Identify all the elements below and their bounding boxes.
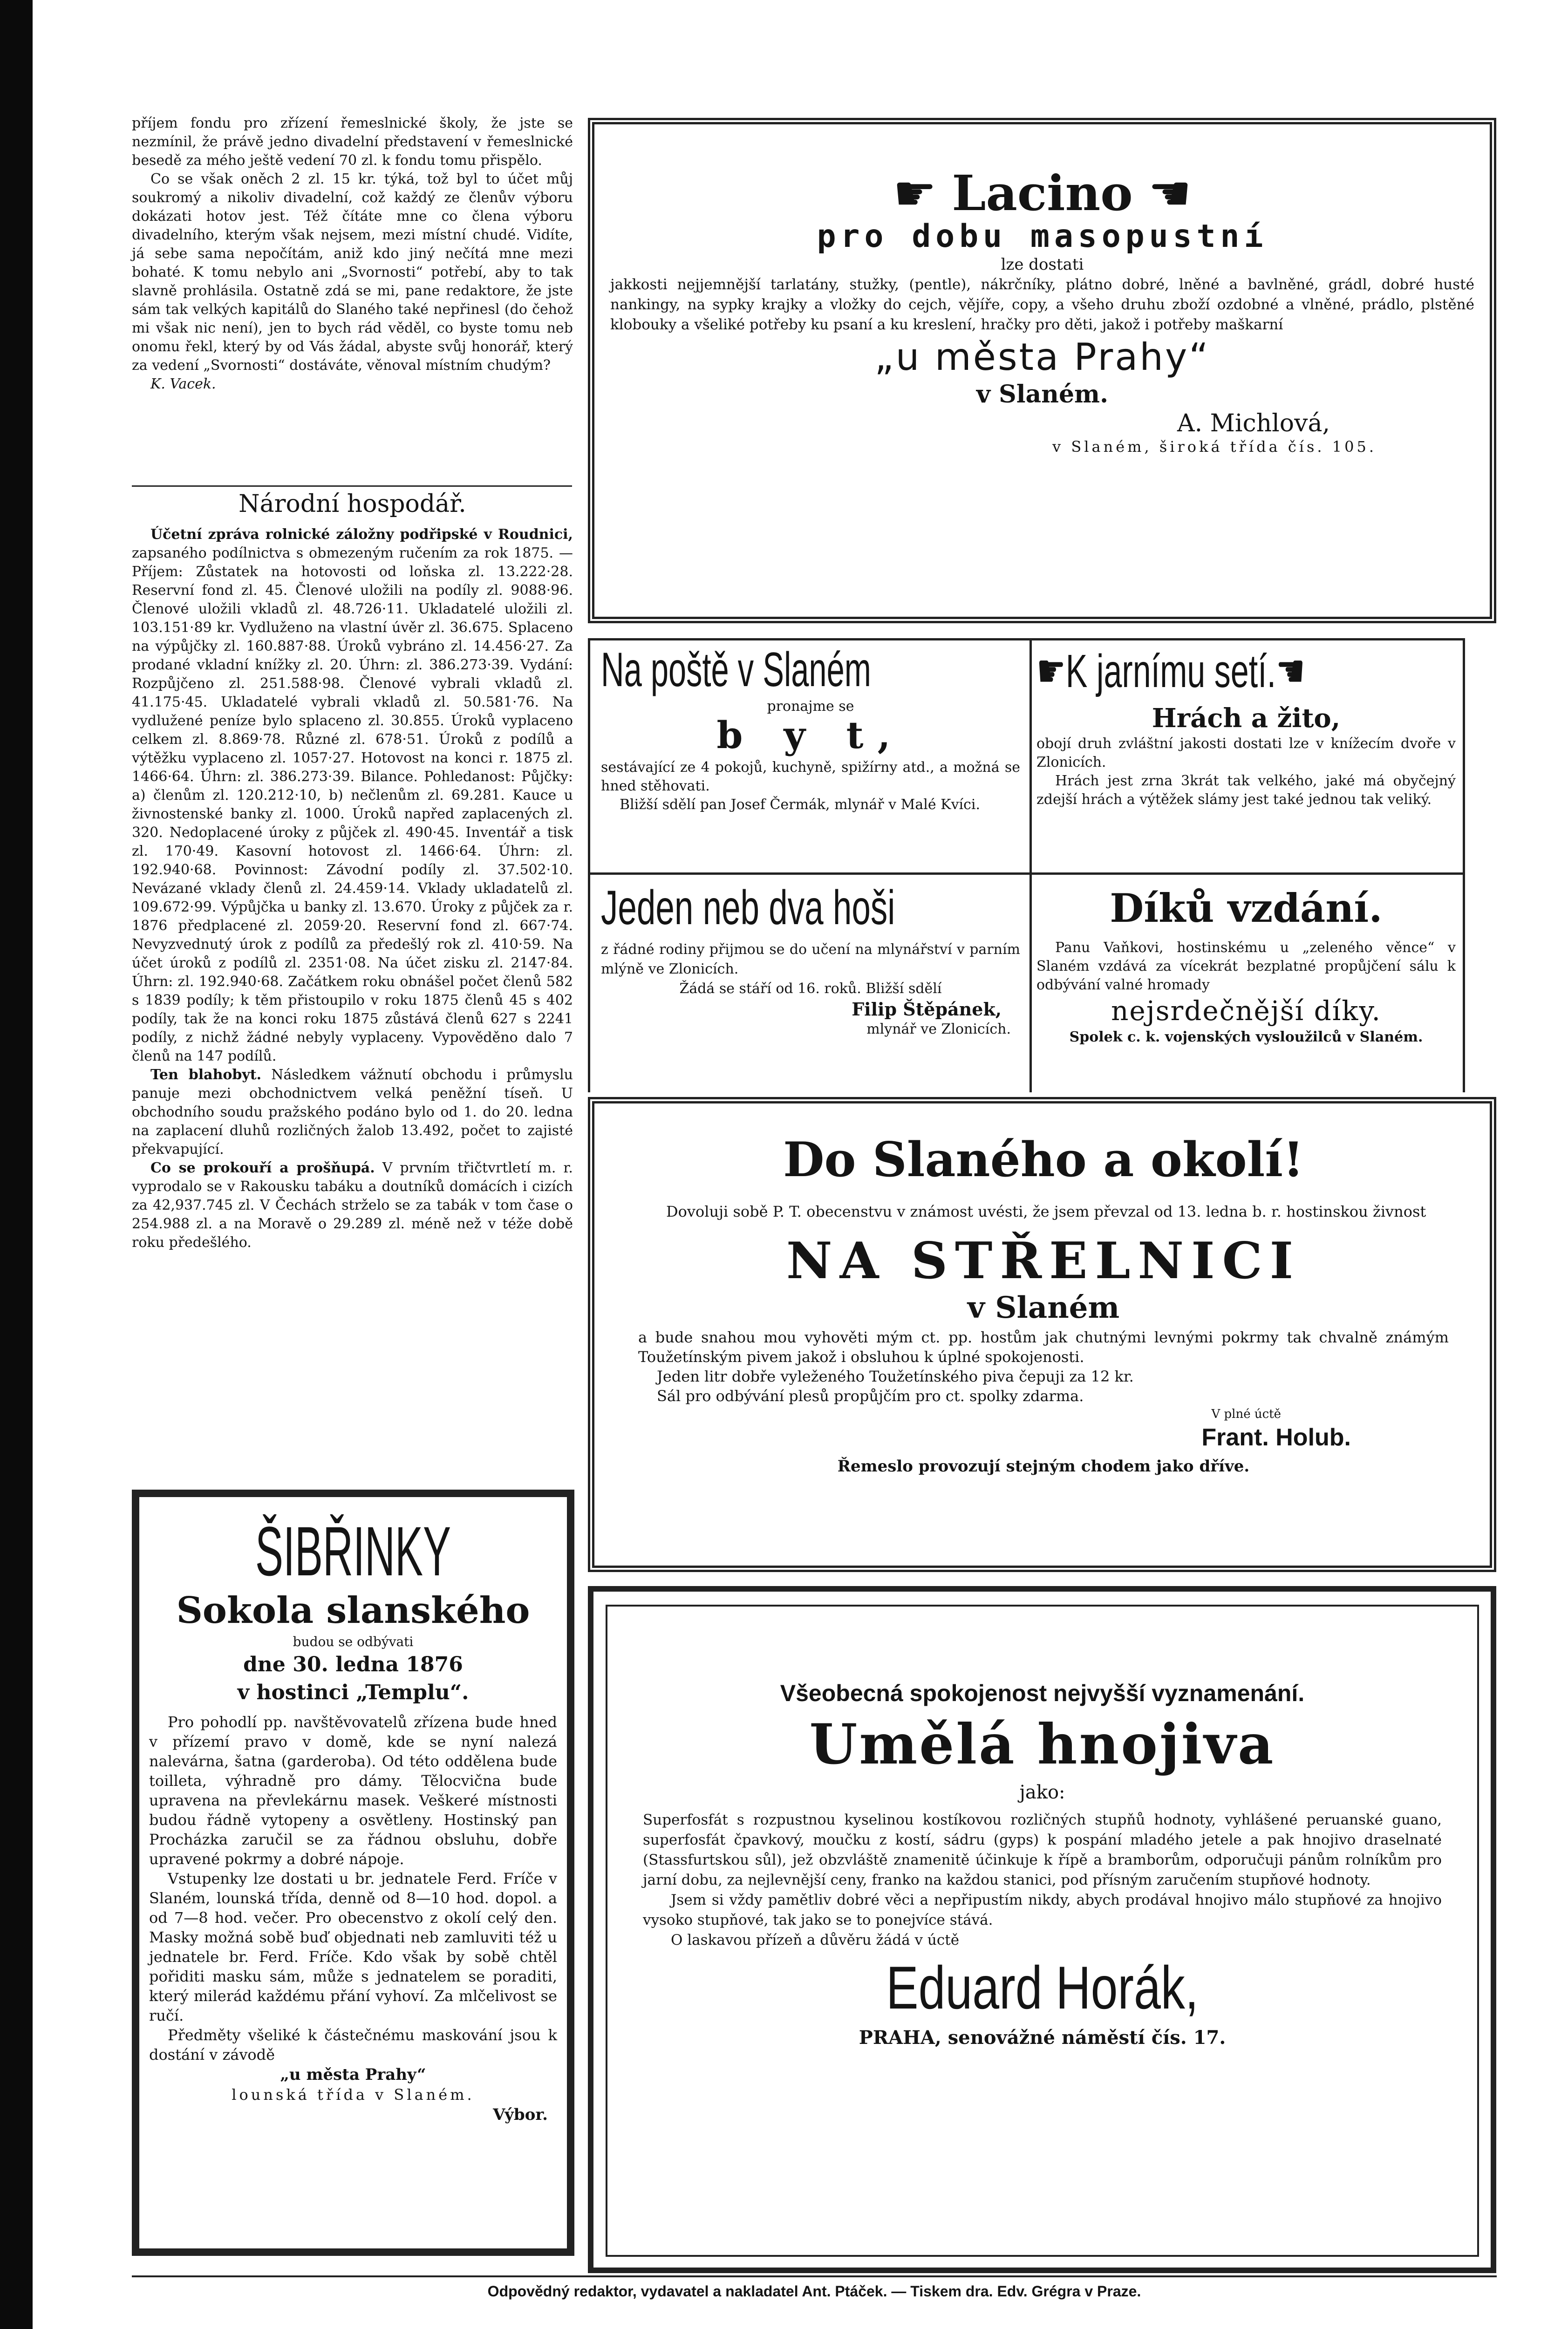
ad-sibrinky-subtitle: Sokola slanského — [176, 1589, 530, 1632]
footer-rule — [132, 2275, 1497, 2277]
ad-seti-title: K jarnímu setí. — [1065, 645, 1276, 697]
ad-sibrinky-line: budou se odbývati — [293, 1634, 414, 1649]
ad-hnojiva — [620, 1677, 1465, 2051]
ad-strelnice-title: Do Slaného a okolí! — [783, 1132, 1304, 1188]
divider-right — [1463, 638, 1465, 1092]
ad-hosi-signature-2: mlynář ve Zlonicích. — [866, 1021, 1011, 1037]
hand-pointer-icon: ☛ — [1036, 645, 1066, 697]
ad-sibrinky-date: dne 30. ledna 1876 — [243, 1653, 463, 1676]
hand-pointer-right-icon: ☚ — [1148, 165, 1192, 222]
economy-text — [132, 525, 573, 1252]
ad-hnojiva-address: PRAHA, senovážné náměstí čís. 17. — [859, 2027, 1226, 2049]
news-lead-1: Ten blahobyt. — [150, 1067, 262, 1083]
ad-hnojiva-p3: O laskavou přízeň a důvěru žádá v úctě — [671, 1932, 960, 1948]
ad-posta-line: pronajme se — [767, 698, 854, 715]
ad-posta-title: Na poště v Slaném — [601, 643, 871, 697]
ad-hnojiva-p1: Superfosfát s rozpustnou kyselinou kostíkovou rozličných stupňů hodnoty, vyhlášené peruanské guano, superfosfát čpavkový, moučku z kostí, sádru (gyps) k pospání mladého jetele a pak hnojivo draselnaté (Stassfurtskou sůl), jež obzvláště znamenitě účinkuje k řípě a bramborům, odporučuji pánům rolníkům pro jarní dobu, za nejlevnější ceny, franko na každou stanici, pod přísným zaručením stupňové hodnoty. — [643, 1811, 1442, 1888]
ad-seti-sub: Hrách a žito, — [1152, 703, 1341, 734]
ad-hosi-title: Jeden neb dva hoši — [601, 881, 895, 935]
ad-lacino-signature: A. Michlová, — [1177, 409, 1330, 437]
ad-lacino — [606, 164, 1479, 456]
ad-strelnice-p4: Sál pro odbývání plesů propůjčím pro ct. spolky zdarma. — [657, 1387, 1084, 1405]
ad-sibrinky-street: lounská třída v Slaném. — [232, 2086, 475, 2104]
letter-signature: K. Vacek. — [150, 376, 216, 392]
ad-diku-big: nejsrdečnější díky. — [1111, 995, 1381, 1027]
ad-strelnice-big: NA STŘELNICI — [786, 1232, 1301, 1290]
ad-lacino-line: lze dostati — [1001, 255, 1084, 274]
ad-sibrinky-shop: „u města Prahy“ — [280, 2065, 426, 2084]
ad-hosi-signature: Filip Štěpánek, — [852, 999, 1002, 1020]
divider-mid-right — [1029, 872, 1464, 875]
ad-seti — [1036, 645, 1456, 809]
ad-strelnice-p2: a bude snahou mou vyhověti mým ct. pp. hostům jak chutnými levnými pokrmy tak chvalně známým Toužetínským pivem jakož i obsluhou k úplné spokojenosti. — [638, 1328, 1449, 1366]
ad-sibrinky-p2: Vstupenky lze dostati u br. jednatele Ferd. Fríče v Slaném, lounská třída, denně od 8—10 hod. dopol. a od 7—8 hod. večer. Pro obecenstvo z okolí celý den. Masky možná sobě buď objednati neb zamluviti též u jednatele br. Ferd. Fríče. Kdo však by sobě chtěl pořiditi masku sám, může s jednatelem se poraditi, který milerád každému přání vyhoví. Za mlčelivost se ručí. — [149, 1870, 557, 2024]
report-body: zapsaného podílnictva s obmezeným ručením za rok 1875. — Příjem: Zůstatek na hotovosti od loňska zl. 13.222·28. Reservní fond zl. 45. Členové uložili na podíly zl. 9088·96. Členové uložili vkladů zl. 48.726·11. Ukladatelé uložili zl. 103.151·89 kr. Vydluženo na vlastní úvěr zl. 36.675. Splaceno na výpůjčky zl. 160.887·88. Úroků vybráno zl. 14.456·27. Za prodané vkladní knížky zl. 20. Úhrn: zl. 386.273·39. Vydání: Rozpůjčeno zl. 251.588·98. Členové vybrali vkladů zl. 41.175·45. Ukladatelé vybrali vkladů zl. 50.581·76. Na vydlužené peníze bylo splaceno zl. 30.855. Úroků vyplaceno celkem zl. 8.869·78. Různé zl. 678·51. Úroků z podílů a výtěžku vyplaceno zl. 1057·27. Hotovost na konci r. 1875 zl. 1466·64. Úhrn: zl. 386.273·39. Bilance. Pohledanost: Půjčky: a) členům zl. 120.212·10, b) nečlenům zl. 69.281. Kauce u živnostenské banky zl. 1000. Úroků napřed zaplacených zl. 320. Nedoplacené úroky z půjček zl. 490·45. Inventář a tisk zl. 170·49. Kasovní hotovost zl. 1466·64. Úhrn: zl. 192.940·68. Povinnost: Závodní podíly zl. 37.502·10. Nevázané vklady členů zl. 24.459·14. Vklady ukladatelů zl. 109.672·99. Výpůjčka u banky zl. 13.670. Úroky z půjček za r. 1876 předplacené zl. 2059·20. Reservní fond zl. 667·74. Nevyzvednutý úrok z podílů za předešlý rok zl. 410·59. Na účet úroků z podílů zl. 2351·08. Na účet zisku zl. 2147·84. Úhrn: zl. 192.940·68. Začátkem roku obnášel počet členů 582 s 1839 podíly; k těm přistoupilo v roku 1875 členů 45 s 402 podíly, tak že na konci roku 1875 zůstává členů 627 s 2241 podíly, z nichž žádné nebyly vyplaceny. Vypověděno dalo 7 členů na 147 podílů. — [132, 545, 573, 1064]
ad-sibrinky-title: ŠIBŘINKY — [255, 1512, 451, 1590]
report-lead: Účetní zpráva rolnické záložny podřipské v Roudnici, — [150, 526, 573, 543]
ad-lacino-address: v Slaném, široká třída čís. 105. — [1052, 438, 1377, 456]
divider-left — [588, 638, 590, 1092]
divider-top — [588, 638, 1464, 640]
ad-sibrinky-venue: v hostinci „Templu“. — [237, 1681, 469, 1704]
ad-posta — [601, 643, 1020, 814]
ad-hosi-line: Žádá se stáří od 16. roků. Bližší sdělí — [679, 981, 942, 997]
ad-lacino-body: jakkosti nejjemnější tarlatány, stužky, (pentle), nákrčníky, plátno dobré, lněné a bavlněné, grádl, dobré husté nankingy, na sypky krajky a vložky do cejch, vějíře, copy, a všeho druhu zboží ozdobné a vlněné, prádlo, plstěné klobouky a všeliké potřeby ku psaní a ku kreslení, hračky pro děti, jakož i potřeby maškarní — [610, 276, 1474, 333]
ad-strelnice-place: v Slaném — [967, 1290, 1120, 1325]
ad-hnojiva-signature: Eduard Horák, — [886, 1954, 1199, 2022]
ad-hosi-body: z řádné rodiny přijmou se do učení na mlynářství v parním mlýně ve Zlonicích. — [601, 941, 1020, 977]
news-body-1: Následkem vážnutí obchodu i průmyslu panuje mezi obchodnictvem velká peněžní tíseň. U obchodního soudu pražského podáno bylo od 1. do 20. ledna na zaplacení dluhů rozličných žalob 13.492, počet to zajisté překvapující. — [132, 1067, 573, 1158]
letter-paragraph-2: Co se však oněch 2 zl. 15 kr. týká, tož byl to účet můj soukromý a nikoliv divadelní, což každý ze členův výboru dokázati hotov jest. Též čítáte mne co člena výboru divadelního, kterým však nejsem, mezi místní chudé. Vidíte, já sebe sama nepočítám, aniž kdo jiný nečítá mne mezi bohaté. K tomu nebylo ani „Svornosti“ potřebí, aby to tak slavně prohlásila. Ostatně zdá se mi, pane redaktore, že jste sám tak velkých kapitálů do Slaného také nepřinesl (do čehož mi však nic není), jen to bych rád věděl, co byste tomu neb onomu řekl, který by od Vás žádal, abyste svůj honorář, který za vedení „Svornosti“ dostáváte, věnoval místním chudým? — [132, 171, 573, 374]
ad-hnojiva-jako: jako: — [1019, 1782, 1065, 1803]
news-lead-2: Co se prokouří a prošňupá. — [150, 1160, 375, 1176]
ad-diku-body: Panu Vaňkovi, hostinskému u „zeleného věnce“ v Slaném vzdává za vícekrát bezplatné propůjčení sálu k odbývání valné hromady — [1036, 940, 1456, 993]
ad-lacino-shop: „u města Prahy“ — [874, 335, 1210, 379]
ad-strelnice-p1: Dovoluji sobě P. T. obecenstvu v známost uvésti, že jsem převzal od 13. ledna b. r. hostinskou živnost — [666, 1203, 1426, 1220]
section-divider — [132, 485, 572, 487]
ad-seti-title-row — [1036, 645, 1456, 697]
ad-seti-body-1: obojí druh zvláštní jakosti dostati lze v knížecím dvoře v Zlonicích. — [1036, 735, 1456, 770]
ad-diku-signature: Spolek c. k. vojenských vysloužilců v Slaném. — [1069, 1029, 1423, 1045]
ad-seti-body-2: Hrách jest zrna 3krát tak velkého, jaké má obyčejný zdejší hrách a výtěžek slámy jest také jednou tak veliký. — [1036, 773, 1456, 808]
scan-edge-shadow — [0, 0, 33, 2329]
letter-text — [132, 114, 573, 394]
section-heading: Národní hospodář. — [239, 490, 466, 518]
ad-strelnice-foot: Řemeslo provozují stejným chodem jako dříve. — [837, 1457, 1250, 1476]
ad-lacino-place: v Slaném. — [976, 380, 1109, 409]
ad-hnojiva-top: Všeobecná spokojenost nejvyšší vyznamenání. — [780, 1680, 1305, 1706]
ad-hnojiva-title: Umělá hnojiva — [809, 1712, 1275, 1777]
hand-pointer-icon-2: ☚ — [1276, 645, 1305, 697]
letter-paragraph-1: příjem fondu pro zřízení řemeslnické školy, že jste se nezmínil, že právě jedno divadelní představení v řemeslnické besedě za mého ještě vedení 70 zl. k fondu tomu přispělo. — [132, 115, 573, 169]
ad-lacino-title: Lacino — [952, 164, 1133, 222]
ad-hosi — [601, 880, 1020, 1039]
ad-diku — [1036, 883, 1456, 1048]
ad-lacino-subtitle: pro dobu masopustní — [817, 218, 1268, 255]
ad-sibrinky-p3: Předměty všeliké k částečnému maskování jsou k dostání v závodě — [149, 2026, 557, 2063]
ad-posta-body: sestávající ze 4 pokojů, kuchyně, spižírny atd., a možná se hned stěhovati. — [601, 759, 1020, 794]
divider-middle — [1029, 638, 1032, 1092]
ad-strelnice — [610, 1132, 1477, 1480]
ad-diku-title: Díků vzdání. — [1110, 885, 1383, 931]
ad-hnojiva-p2: Jsem si vždy pamětliv dobré věci a nepřipustím nikdy, abych prodával hnojivo málo stupňové za hnojivo vysoko stupňové, tak jako se to ponejvíce stává. — [643, 1892, 1442, 1928]
ad-posta-big: b y t, — [716, 713, 905, 757]
divider-mid-left — [588, 872, 1030, 875]
news-body-2: V prvním třičtvrtletí m. r. vyprodalo se v Rakousku tabáku a doutníků domácích i cizích za 42,937.745 zl. V Čechách strželo se za tabák v tom čase o 254.988 zl. a na Moravě o 29.289 zl. méně než v téže době roku předešlého. — [132, 1160, 573, 1251]
ad-sibrinky — [149, 1514, 557, 2125]
ad-strelnice-greet: V plné úctě — [1211, 1407, 1281, 1421]
ad-strelnice-signature: Frant. Holub. — [1201, 1424, 1351, 1451]
hand-pointer-left-icon: ☛ — [893, 165, 937, 222]
ad-sibrinky-p1: Pro pohodlí pp. navštěvovatelů zřízena bude hned v přízemí pravo v domě, kde se nyní nalezá nalevárna, šatna (garderoba). Od této oddělena bude toilleta, výhradně pro dámy. Tělocvična bude upravena na převlekárnu masek. Veškeré místnosti budou řádně vytopeny a osvětleny. Hostinský pan Procházka zaručil se za řádnou obsluhu, dobře upravené pokrmy a dobré nápoje. — [149, 1713, 557, 1868]
ad-strelnice-p3: Jeden litr dobře vyleženého Toužetínského piva čepuji za 12 kr. — [657, 1368, 1134, 1385]
imprint-footer: Odpovědný redaktor, vydavatel a nakladatel Ant. Ptáček. — Tiskem dra. Edv. Grégra v Praze. — [487, 2283, 1141, 2300]
ad-sibrinky-signature: Výbor. — [493, 2105, 548, 2124]
ad-posta-contact: Bližší sdělí pan Josef Čermák, mlynář v Malé Kvíci. — [620, 797, 981, 813]
